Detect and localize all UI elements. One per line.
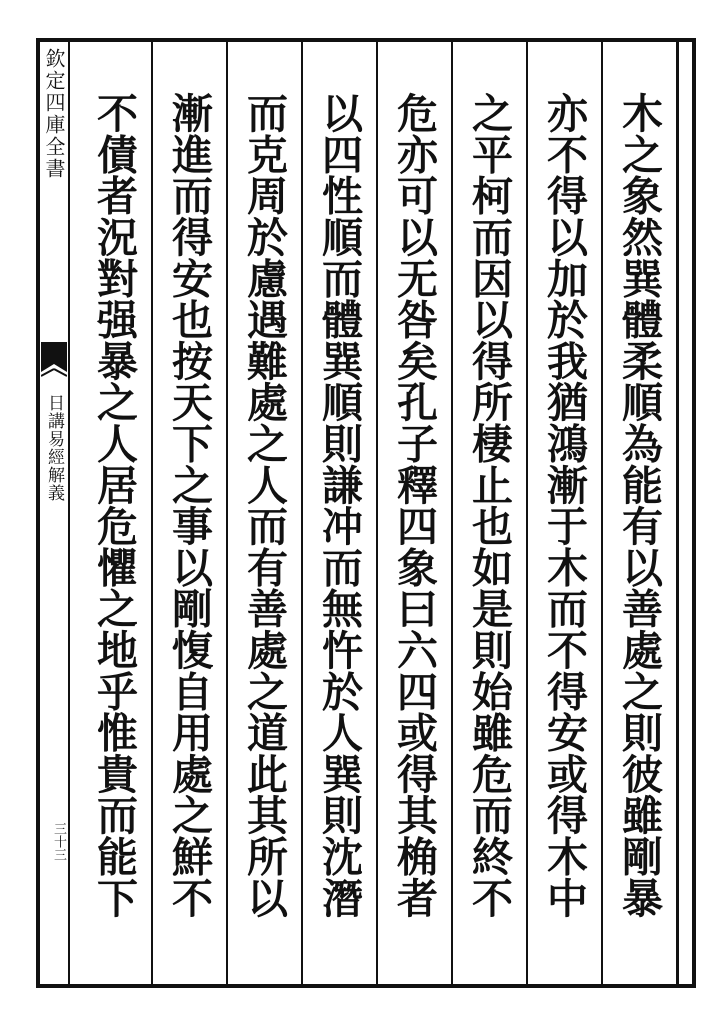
column-text: 之平柯而因以得所棲止也如是則始雖危而終不 [465, 92, 513, 918]
book-margin [40, 42, 70, 984]
chapter-title: 日講易經解義 [44, 394, 64, 502]
column-text: 亦不得以加於我猶鴻漸于木而不得安或得木中 [540, 92, 588, 918]
text-column-4 [376, 42, 451, 984]
text-column-2 [526, 42, 601, 984]
fishtail-mark-icon [41, 342, 67, 384]
text-column-6 [226, 42, 301, 984]
text-column-3 [451, 42, 526, 984]
column-text: 漸進而得安也按天下之事以剛愎自用處之鮮不 [165, 92, 213, 918]
column-text: 以四性順而體巽順則謙冲而無忤於人巽則沈潛 [315, 92, 363, 918]
text-columns [70, 42, 676, 984]
page-number: 三十三 [51, 822, 66, 861]
text-column-1 [601, 42, 676, 984]
text-column-5 [301, 42, 376, 984]
column-text: 危亦可以无咎矣孔子釋四象曰六四或得其桷者 [390, 92, 438, 918]
text-column-8 [76, 42, 151, 984]
column-text: 不債者況對强暴之人居危懼之地乎惟貴而能下 [90, 92, 138, 918]
book-title: 欽定四庫全書 [42, 48, 66, 180]
column-text: 木之象然巽體柔順為能有以善處之則彼雖剛暴 [615, 92, 663, 918]
column-text: 而克周於慮遇難處之人而有善處之道此其所以 [240, 92, 288, 918]
frame-right-rule [676, 38, 679, 988]
text-column-7 [151, 42, 226, 984]
